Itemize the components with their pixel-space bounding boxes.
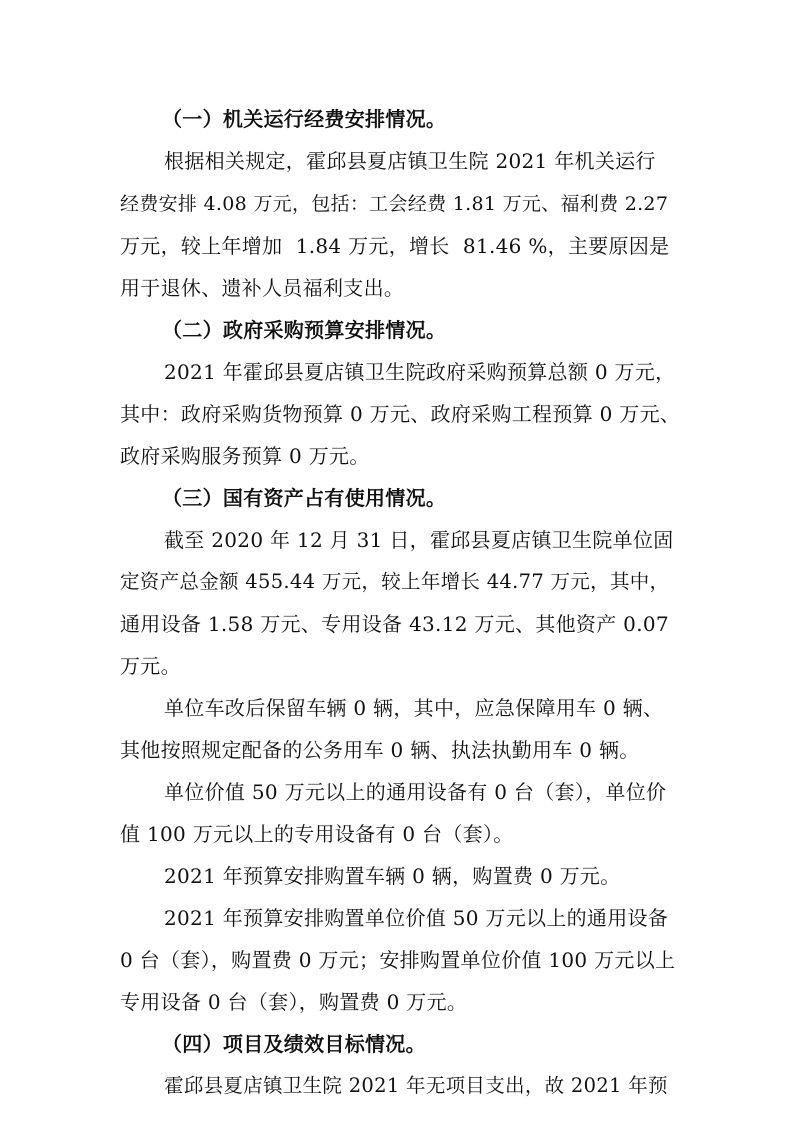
paragraph-line: 其他按照规定配备的公务用车 0 辆、执法执勤用车 0 辆。 xyxy=(120,738,640,762)
paragraph-line: 用于退休、遗补人员福利支出。 xyxy=(120,276,405,300)
paragraph-line: 值 100 万元以上的专用设备有 0 台（套）。 xyxy=(120,822,514,846)
section-heading-2: （二）政府采购预算安排情况。 xyxy=(162,318,447,342)
section-heading-3: （三）国有资产占有使用情况。 xyxy=(162,486,447,510)
paragraph-line: 截至 2020 年 12 月 31 日，霍邱县夏店镇卫生院单位固 xyxy=(164,528,674,552)
paragraph-line: 专用设备 0 台（套），购置费 0 万元。 xyxy=(120,990,468,1014)
paragraph-line: 2021 年霍邱县夏店镇卫生院政府采购预算总额 0 万元， xyxy=(164,360,676,384)
paragraph-line: 通用设备 1.58 万元、专用设备 43.12 万元、其他资产 0.07 xyxy=(120,612,669,636)
paragraph-line: 2021 年预算安排购置车辆 0 辆，购置费 0 万元。 xyxy=(164,864,621,888)
paragraph-line: 根据相关规定，霍邱县夏店镇卫生院 2021 年机关运行 xyxy=(164,149,656,173)
paragraph-line: 万元，较上年增加 1.84 万元，增长 81.46 %，主要原因是 xyxy=(120,234,670,258)
paragraph-line: 单位价值 50 万元以上的通用设备有 0 台（套），单位价 xyxy=(164,780,667,804)
paragraph-line: 其中：政府采购货物预算 0 万元、政府采购工程预算 0 万元、 xyxy=(120,402,681,426)
paragraph-line: 万元。 xyxy=(120,654,181,678)
paragraph-line: 2021 年预算安排购置单位价值 50 万元以上的通用设备 xyxy=(164,906,669,930)
paragraph-line: 经费安排 4.08 万元，包括：工会经费 1.81 万元、福利费 2.27 xyxy=(120,193,669,215)
paragraph-line: 0 台（套），购置费 0 万元；安排购置单位价值 100 万元以上 xyxy=(120,948,676,972)
paragraph-line: 定资产总金额 455.44 万元，较上年增长 44.77 万元，其中， xyxy=(120,570,670,593)
section-heading-4: （四）项目及绩效目标情况。 xyxy=(162,1032,426,1056)
paragraph-line: 政府采购服务预算 0 万元。 xyxy=(120,444,370,468)
paragraph-line: 单位车改后保留车辆 0 辆，其中，应急保障用车 0 辆、 xyxy=(164,696,664,720)
section-heading-1: （一）机关运行经费安排情况。 xyxy=(162,107,447,131)
paragraph-line: 霍邱县夏店镇卫生院 2021 年无项目支出，故 2021 年预 xyxy=(164,1074,668,1097)
